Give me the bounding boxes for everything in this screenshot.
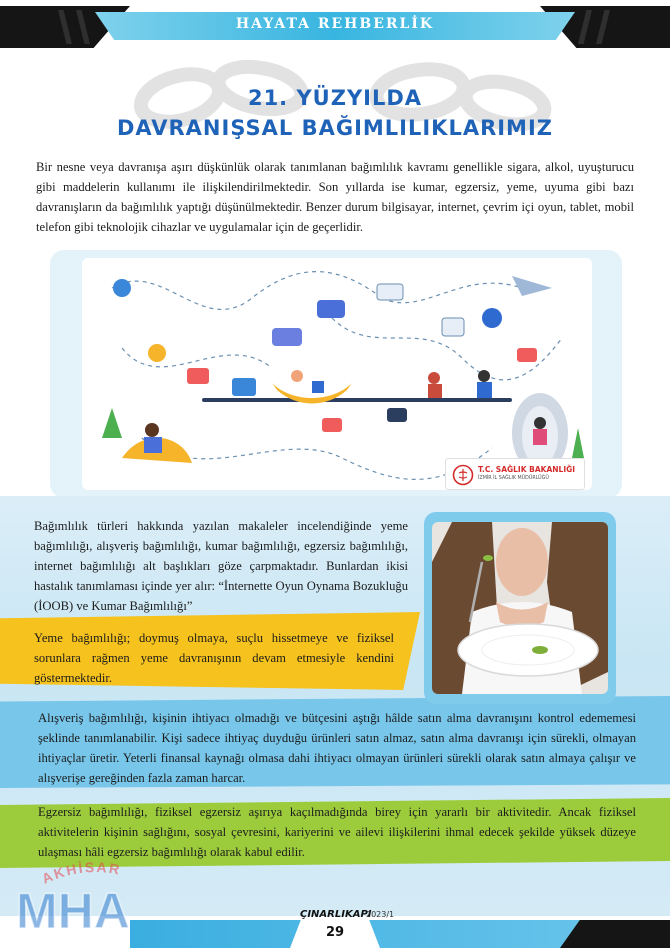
header-title: HAYATA REHBERLİK: [235, 16, 435, 32]
watermark-main-text: MHA: [16, 883, 130, 932]
addiction-types-paragraph: Bağımlılık türleri hakkında yazılan makaleler incelendiğinde yeme bağımlılığı, alışveriş bağımlılığı, kumar bağımlılığı, egzersiz bağımlılığı, internet bağımlılığı alt başlıkları göze çarpmaktadır. Bunlardan ikisi hastalık tanımlaması içinde yer alır: “İnternette Oyun Oynama Bozukluğu (İOOB) ve Kumar Bağımlılığı”: [34, 519, 408, 613]
food-addiction-paragraph: Yeme bağımlılığı; doymuş olmaya, suçlu hissetmeye ve fiziksel sorunlara rağmen yeme davranışının devam etmesiyle kendini göstermektedir.: [34, 631, 394, 685]
article-title-line-1: 21. YÜZYILDA: [247, 86, 423, 110]
page-number: 29: [325, 925, 345, 940]
magazine-name: ÇINARLIKAPI: [300, 909, 372, 920]
ministry-seal-icon: [452, 464, 474, 486]
illustration-scene-icon: [82, 258, 592, 490]
illustration-canvas: [82, 258, 592, 490]
ministry-logo-subtitle: İZMİR İL SAĞLIK MÜDÜRLÜĞÜ: [478, 476, 549, 481]
magazine-issue: 2023/1: [366, 910, 395, 919]
article-title-line-2: DAVRANIŞSAL BAĞIMLILIKLARIMIZ: [117, 116, 553, 140]
shopping-addiction-paragraph: Alışveriş bağımlılığı, kişinin ihtiyacı olmadığı ve bütçesini aştığı hâlde satın alma davranışını kontrol edememesi şeklinde tanımlanabilir. Kişi sadece ihtiyaç duyduğu ürünleri satın almaz, satın alma davranışı için sürekli, olmayan ihtiyaçlar üretir. Yeterli finansal kaynağı olmasa dahi ihtiyacı olmayan ürünleri sürekli olarak satın almaya çalışır ve alışverişe gereğinden fazla zaman harcar.: [38, 711, 636, 785]
watermark-top-text: AKHİSAR: [39, 858, 123, 887]
photo-illustration-icon: [432, 522, 608, 694]
ministry-logo-title: T.C. SAĞLIK BAKANLIĞI: [478, 465, 576, 474]
woman-with-empty-plate-photo: [432, 522, 608, 694]
ministry-logo: [445, 458, 585, 490]
intro-paragraph: Bir nesne veya davranışa aşırı düşkünlük olarak tanımlanan bağımlılık kavramı genellikle sigara, alkol, uyuşturucu gibi maddelerin kullanımı ile ilişkilendirilmektedir. Son yıllarda ise kumar, egzersiz, yeme, uyuma gibi bazı davranışların da bağımlılık yaptığı düşünülmektedir. Benzer durum bilgisayar, internet, çevrim içi oyun, tablet, mobil telefon gibi teknolojik cihazlar ve uygulamalar için de geçerlidir.: [36, 160, 634, 234]
addiction-illustration: [50, 250, 622, 498]
exercise-addiction-paragraph: Egzersiz bağımlılığı, fiziksel egzersiz aşırıya kaçılmadığında birey için yararlı bir aktivitedir. Ancak fiziksel aktivitelerin kişinin sağlığını, sosyal çevresini, kariyerini ve ailevi ilişkilerini ihmal edecek şekilde yüksek düzeye ulaşması hâli egzersiz bağımlılığı olarak kabul edilir.: [38, 805, 636, 859]
